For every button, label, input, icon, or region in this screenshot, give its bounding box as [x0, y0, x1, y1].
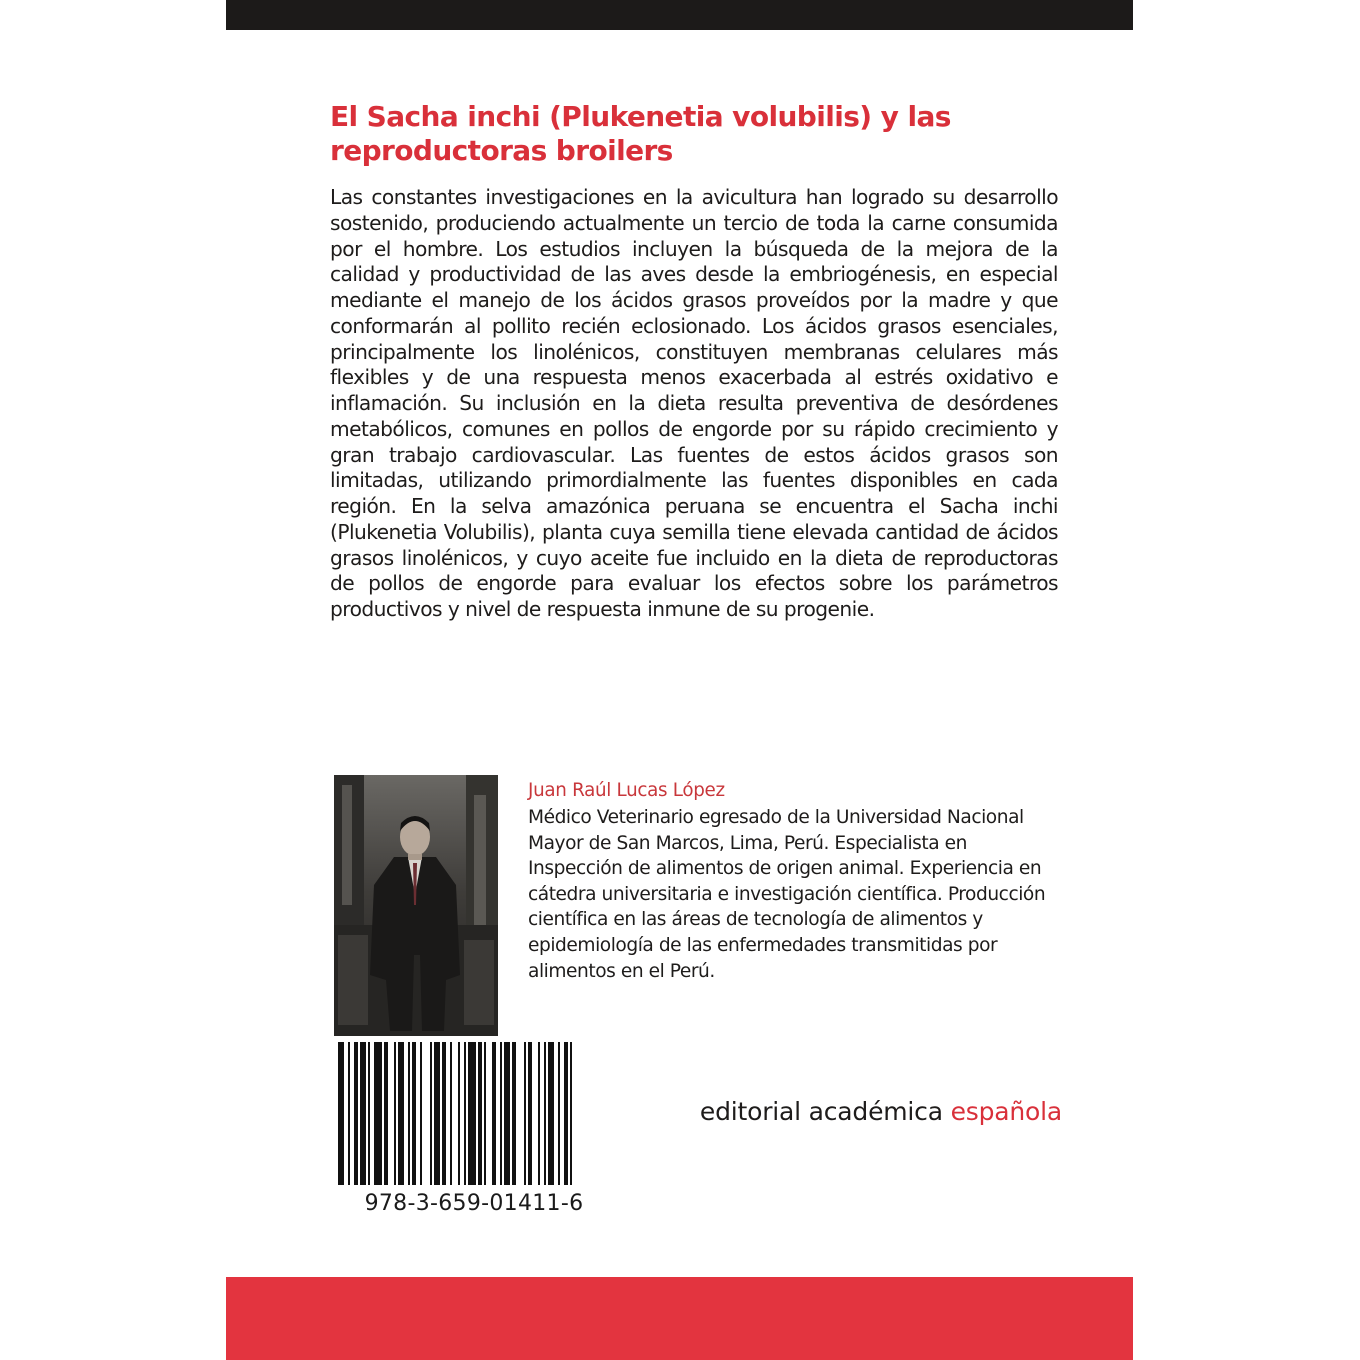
book-description: Las constantes investigaciones en la avicultura han logrado su desarrollo sostenido, produciendo actualmente un tercio de toda la carne consumida por el hombre. Los estudios incluyen la búsqueda de la mejora de la calidad y productividad de las aves desde la embriogénesis, en especial mediante el manejo de los ácidos grasos proveídos por la madre y que conformarán al pollito recién eclosionado. Los ácidos grasos esenciales, principalmente los linolénicos, constituyen membranas celulares más flexibles y de una respuesta menos exacerbada al estrés oxidativo e inflamación. Su inclusión en la dieta resulta preventiva de desórdenes metabólicos, comunes en pollos de engorde por su rápido crecimiento y gran trabajo cardiovascular. Las fuentes de estos ácidos grasos son limitadas, utilizando primordialmente las fuentes disponibles en cada región. En la selva amazónica peruana se encuentra el Sacha inchi (Plukenetia Volubilis), planta cuya semilla tiene elevada cantidad de ácidos grasos linolénicos, y cuyo aceite fue incluido en la dieta de reproductoras de pollos de engorde para evaluar los efectos sobre los parámetros productivos y nivel de respuesta inmune de su progenie.	[330, 185, 1058, 621]
isbn-barcode	[338, 1042, 610, 1185]
top-band	[226, 0, 1133, 30]
publisher-name-accent: española	[950, 1097, 1062, 1126]
bottom-band	[226, 1277, 1133, 1360]
isbn-number: 978-3-659-01411-6	[364, 1191, 584, 1216]
book-title: El Sacha inchi (Plukenetia volubilis) y las reproductoras broilers	[330, 100, 951, 167]
author-name: Juan Raúl Lucas López	[528, 780, 725, 801]
book-back-cover	[226, 0, 1133, 1360]
author-photo	[334, 775, 498, 1036]
publisher-logo	[662, 1095, 1062, 1129]
author-bio: Médico Veterinario egresado de la Universidad Nacional Mayor de San Marcos, Lima, Perú. Especialista en Inspección de alimentos de origen animal. Experiencia en cátedra universitaria e investigación científica. Producción científica en las áreas de tecnología de alimentos y epidemiología de las enfermedades transmitidas por alimentos en el Perú.	[528, 807, 1046, 982]
publisher-name: editorial académica	[699, 1097, 951, 1126]
